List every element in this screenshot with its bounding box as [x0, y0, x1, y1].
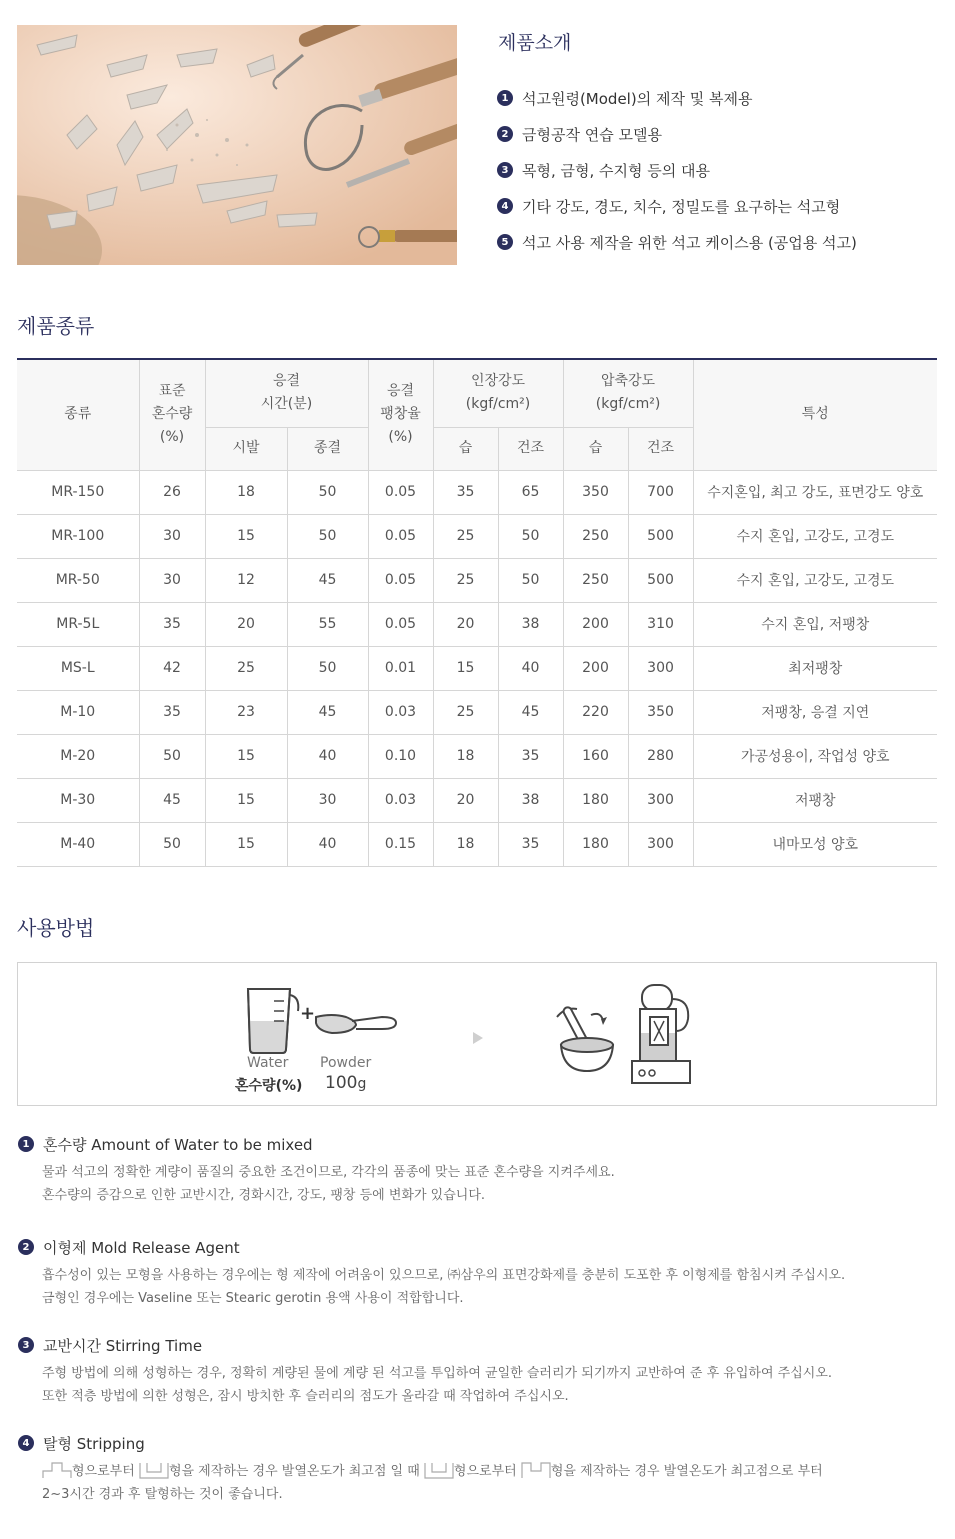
cell-compressive-dry: 300 — [628, 778, 693, 822]
cell-compressive-wet: 220 — [563, 690, 628, 734]
cell-tensile-dry: 50 — [498, 514, 563, 558]
step-heading — [18, 1236, 938, 1258]
step-text: 2~3시간 경과 후 탈형하는 것이 좋습니다. — [42, 1487, 283, 1502]
intro-item-text: 기타 강도, 경도, 치수, 정밀도를 요구하는 석고형 — [522, 197, 841, 216]
header-tensile: 인장강도 (kgf/cm²) — [433, 359, 563, 427]
cell-tensile-wet: 18 — [433, 734, 498, 778]
intro-item-text: 석고 사용 제작을 위한 석고 케이스용 (공업용 석고) — [522, 233, 857, 252]
water-sub-label: 혼수량(%) — [235, 1078, 303, 1094]
header-compressive: 압축강도 (kgf/cm²) — [563, 359, 693, 427]
cell-expansion: 0.15 — [368, 822, 433, 866]
header-setting-time: 응결 시간(분) — [205, 359, 368, 427]
cell-expansion: 0.03 — [368, 778, 433, 822]
step-body — [42, 1161, 938, 1207]
number-badge: 3 — [18, 1337, 34, 1353]
stirring-machine-icon — [624, 981, 696, 1085]
cell-tensile-wet: 20 — [433, 602, 498, 646]
usage-diagram — [17, 962, 937, 1106]
cell-expansion: 0.03 — [368, 690, 433, 734]
cell-water: 30 — [139, 558, 205, 602]
step-title: 혼수량 Amount of Water to be mixed — [43, 1135, 313, 1154]
cell-tensile-wet: 15 — [433, 646, 498, 690]
step-title: 이형제 Mold Release Agent — [43, 1238, 240, 1257]
header-tensile-dry: 건조 — [498, 427, 563, 470]
cell-feature: 수지 혼입, 고강도, 고경도 — [693, 558, 937, 602]
cell-setting-start: 20 — [205, 602, 287, 646]
cell-kind: M-40 — [17, 822, 139, 866]
water-label: Water — [247, 1055, 289, 1071]
cell-kind: MS-L — [17, 646, 139, 690]
step-text: 흡수성이 있는 모형을 사용하는 경우에는 형 제작에 어려움이 있으므로, ㈜삼우의 표면강화제를 충분히 도포한 후 이형제를 함침시켜 주십시오. — [42, 1268, 846, 1283]
header-water: 표준 혼수량 (%) — [139, 359, 205, 470]
u-mold-icon — [139, 1461, 169, 1479]
header-expansion: 응결 팽창율 (%) — [368, 359, 433, 470]
header-setting-start: 시발 — [205, 427, 287, 470]
powder-label: Powder — [320, 1055, 372, 1071]
types-title: 제품종류 — [17, 314, 95, 338]
number-badge: 1 — [497, 90, 513, 106]
usage-step-2 — [18, 1236, 938, 1310]
number-badge: 4 — [497, 198, 513, 214]
cell-compressive-wet: 250 — [563, 514, 628, 558]
number-badge: 2 — [18, 1239, 34, 1255]
powder-amount: 100 — [325, 1073, 358, 1093]
powder-scoop-icon — [312, 1007, 402, 1043]
cell-expansion: 0.05 — [368, 558, 433, 602]
cell-tensile-wet: 20 — [433, 778, 498, 822]
cell-setting-start: 15 — [205, 734, 287, 778]
plus-sign: + — [300, 1003, 316, 1024]
cell-setting-start: 15 — [205, 778, 287, 822]
cell-setting-start: 12 — [205, 558, 287, 602]
step-text: 주형 방법에 의해 성형하는 경우, 정확히 계량된 물에 계량 된 석고를 투입하여 균일한 슬러리가 되기까지 교반하여 준 후 유입하여 주십시오. — [42, 1366, 833, 1381]
cell-setting-end: 40 — [287, 734, 368, 778]
step-text: 혼수량의 증감으로 인한 교반시간, 경화시간, 강도, 팽창 등에 변화가 있습니다. — [42, 1188, 486, 1203]
cell-feature: 저팽창 — [693, 778, 937, 822]
measuring-cup-icon — [240, 983, 302, 1055]
cell-setting-end: 30 — [287, 778, 368, 822]
product-spec-table — [17, 358, 937, 867]
cell-setting-end: 45 — [287, 690, 368, 734]
cell-feature: 수지 혼입, 저팽창 — [693, 602, 937, 646]
cell-tensile-wet: 25 — [433, 690, 498, 734]
cell-compressive-dry: 500 — [628, 558, 693, 602]
arrow-icon — [473, 1032, 483, 1044]
cell-setting-end: 50 — [287, 514, 368, 558]
cell-expansion: 0.01 — [368, 646, 433, 690]
cell-compressive-wet: 180 — [563, 822, 628, 866]
cell-feature: 저팽창, 응결 지연 — [693, 690, 937, 734]
table-row — [17, 778, 937, 822]
spec-table-body — [17, 470, 937, 866]
cell-setting-start: 15 — [205, 514, 287, 558]
product-photo — [17, 25, 457, 265]
cell-tensile-dry: 38 — [498, 602, 563, 646]
cell-water: 42 — [139, 646, 205, 690]
number-badge: 3 — [497, 162, 513, 178]
cell-kind: MR-100 — [17, 514, 139, 558]
table-row — [17, 514, 937, 558]
table-row — [17, 690, 937, 734]
intro-item — [497, 152, 857, 188]
intro-item-text: 석고원령(Model)의 제작 및 복제용 — [522, 89, 753, 108]
cell-compressive-dry: 300 — [628, 646, 693, 690]
step-body — [42, 1460, 938, 1506]
cell-compressive-wet: 250 — [563, 558, 628, 602]
cell-setting-start: 25 — [205, 646, 287, 690]
u-mold-icon — [424, 1461, 454, 1479]
number-badge: 5 — [497, 234, 513, 250]
cell-compressive-dry: 700 — [628, 470, 693, 514]
cell-expansion: 0.10 — [368, 734, 433, 778]
cell-compressive-wet: 350 — [563, 470, 628, 514]
step-text: 물과 석고의 정확한 계량이 품질의 중요한 조건이므로, 각각의 품종에 맞는 표준 혼수량을 지켜주세요. — [42, 1165, 615, 1180]
cell-compressive-wet: 200 — [563, 646, 628, 690]
cell-tensile-wet: 25 — [433, 514, 498, 558]
intro-list — [497, 80, 857, 260]
number-badge: 4 — [18, 1435, 34, 1451]
table-row — [17, 602, 937, 646]
cell-kind: M-20 — [17, 734, 139, 778]
cell-tensile-dry: 35 — [498, 822, 563, 866]
cell-feature: 최저팽창 — [693, 646, 937, 690]
cell-tensile-wet: 35 — [433, 470, 498, 514]
step-heading — [18, 1133, 938, 1155]
header-compressive-dry: 건조 — [628, 427, 693, 470]
header-setting-end: 종결 — [287, 427, 368, 470]
table-row — [17, 734, 937, 778]
cell-compressive-dry: 350 — [628, 690, 693, 734]
step-body — [42, 1362, 938, 1408]
cell-compressive-dry: 310 — [628, 602, 693, 646]
stepped-mold-icon — [42, 1461, 72, 1479]
cell-setting-end: 40 — [287, 822, 368, 866]
cell-feature: 수지 혼입, 고강도, 고경도 — [693, 514, 937, 558]
cell-kind: MR-50 — [17, 558, 139, 602]
cell-tensile-dry: 40 — [498, 646, 563, 690]
header-tensile-wet: 습 — [433, 427, 498, 470]
cell-feature: 가공성용이, 작업성 양호 — [693, 734, 937, 778]
usage-title: 사용방법 — [17, 916, 95, 940]
cell-water: 45 — [139, 778, 205, 822]
cell-expansion: 0.05 — [368, 470, 433, 514]
cell-kind: M-30 — [17, 778, 139, 822]
step-title: 탈형 Stripping — [43, 1434, 145, 1453]
powder-amount-wrap — [325, 1073, 366, 1093]
usage-step-3 — [18, 1334, 938, 1408]
intro-item — [497, 224, 857, 260]
step-heading — [18, 1432, 938, 1454]
step-heading — [18, 1334, 938, 1356]
cell-setting-start: 15 — [205, 822, 287, 866]
cell-water: 35 — [139, 690, 205, 734]
step-text: 형으로부터 형을 제작하는 경우 발열온도가 최고점 일 때 형으로부터 형을 제작하는 경우 발열온도가 최고점으로 부터 — [42, 1460, 938, 1483]
cell-water: 26 — [139, 470, 205, 514]
cell-compressive-wet: 180 — [563, 778, 628, 822]
plaster-tools-illustration — [17, 25, 457, 265]
cell-expansion: 0.05 — [368, 514, 433, 558]
number-badge: 2 — [497, 126, 513, 142]
step-body — [42, 1264, 938, 1310]
table-row — [17, 558, 937, 602]
cell-setting-end: 50 — [287, 646, 368, 690]
cell-compressive-wet: 200 — [563, 602, 628, 646]
cell-feature: 수지혼입, 최고 강도, 표면강도 양호 — [693, 470, 937, 514]
cell-compressive-dry: 280 — [628, 734, 693, 778]
cell-tensile-dry: 45 — [498, 690, 563, 734]
powder-unit: g — [357, 1076, 367, 1092]
cell-feature: 내마모성 양호 — [693, 822, 937, 866]
cell-setting-end: 45 — [287, 558, 368, 602]
table-row — [17, 822, 937, 866]
cell-tensile-wet: 25 — [433, 558, 498, 602]
stepped-mold-icon — [521, 1461, 551, 1479]
cell-setting-start: 18 — [205, 470, 287, 514]
cell-compressive-wet: 160 — [563, 734, 628, 778]
step-text: 또한 적층 방법에 의한 성형은, 잠시 방치한 후 슬러리의 점도가 올라갈 때 작업하여 주십시오. — [42, 1389, 569, 1404]
cell-kind: MR-150 — [17, 470, 139, 514]
table-row — [17, 470, 937, 514]
cell-tensile-wet: 18 — [433, 822, 498, 866]
cell-water: 50 — [139, 734, 205, 778]
cell-compressive-dry: 500 — [628, 514, 693, 558]
cell-tensile-dry: 38 — [498, 778, 563, 822]
cell-compressive-dry: 300 — [628, 822, 693, 866]
intro-item — [497, 188, 857, 224]
number-badge: 1 — [18, 1136, 34, 1152]
cell-setting-end: 50 — [287, 470, 368, 514]
step-title: 교반시간 Stirring Time — [43, 1336, 203, 1355]
cell-setting-start: 23 — [205, 690, 287, 734]
usage-step-1 — [18, 1133, 938, 1207]
cell-kind: M-10 — [17, 690, 139, 734]
cell-expansion: 0.05 — [368, 602, 433, 646]
cell-kind: MR-5L — [17, 602, 139, 646]
cell-setting-end: 55 — [287, 602, 368, 646]
header-kind: 종류 — [17, 359, 139, 470]
header-compressive-wet: 습 — [563, 427, 628, 470]
intro-item-text: 금형공작 연습 모델용 — [522, 125, 662, 144]
cell-water: 50 — [139, 822, 205, 866]
cell-tensile-dry: 35 — [498, 734, 563, 778]
header-feature: 특성 — [693, 359, 937, 470]
intro-title: 제품소개 — [498, 32, 572, 54]
intro-item — [497, 116, 857, 152]
step-text: 금형인 경우에는 Vaseline 또는 Stearic gerotin 용액 사용이 적합합니다. — [42, 1291, 464, 1306]
cell-tensile-dry: 65 — [498, 470, 563, 514]
cell-water: 30 — [139, 514, 205, 558]
mixing-bowl-icon — [551, 999, 619, 1075]
intro-item — [497, 80, 857, 116]
table-row — [17, 646, 937, 690]
intro-item-text: 목형, 금형, 수지형 등의 대용 — [522, 161, 710, 180]
cell-tensile-dry: 50 — [498, 558, 563, 602]
cell-water: 35 — [139, 602, 205, 646]
usage-step-4 — [18, 1432, 938, 1506]
